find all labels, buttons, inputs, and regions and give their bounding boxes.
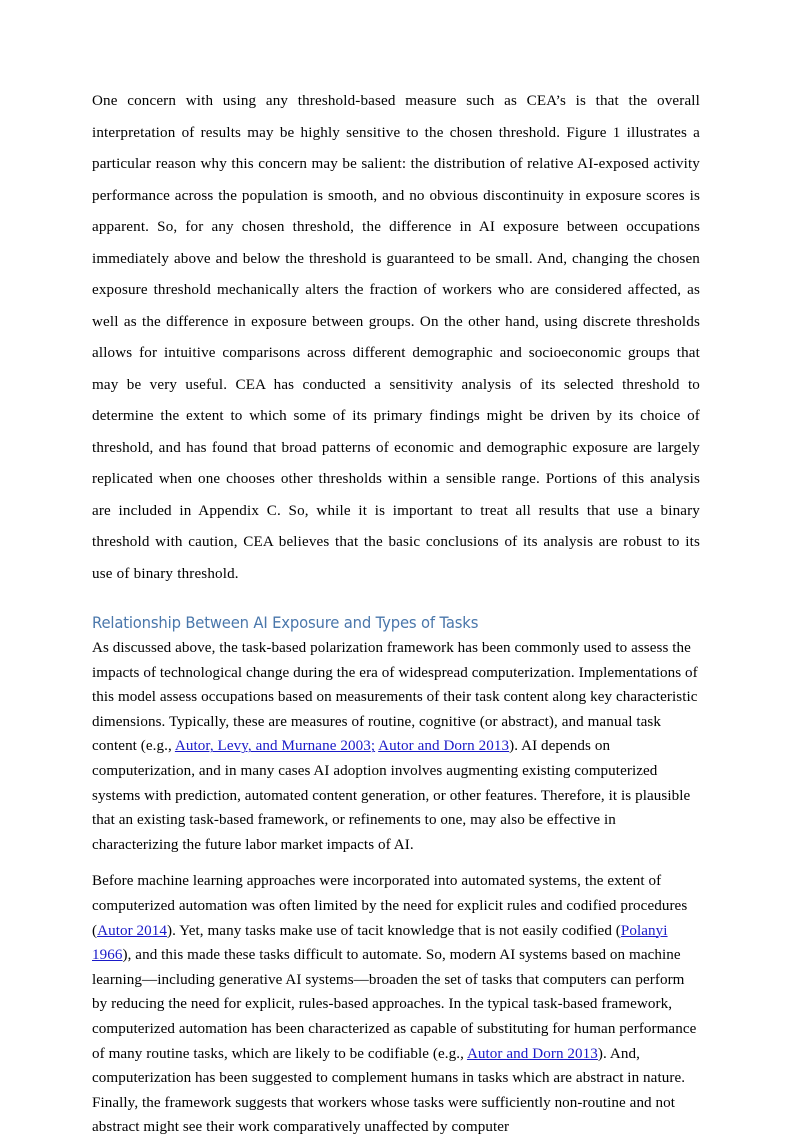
citation-link[interactable]: Polanyi 1966 [92,922,668,964]
paragraph-text-run: ). And, computerization has been suggested to complement humans in tasks which are abstract in nature. Finally, the framework suggests that workers whose tasks were sufficiently non-routine and not abstract might see their work comparatively unaffected by computer [92,1045,686,1136]
paragraph-text-run: As discussed above, the task-based polarization framework has been commonly used to assess the impacts of technological change during the era of widespread computerization. Implementations of this model assess occupations based on measurements of their task content along key characteristic dimensions. Typically, these are measures of routine, cognitive (or abstract), and manual task content (e.g., [92,640,698,755]
paragraph-threshold-discussion: One concern with using any threshold-based measure such as CEA’s is that the overall interpretation of results may be highly sensitive to the chosen threshold. Figure 1 illustrates a particular reason why this concern may be salient: the distribution of relative AI-exposed activity performance across the population is smooth, and no obvious discontinuity in exposure scores is apparent. So, for any chosen threshold, the difference in AI exposure between occupations immediately above and below the threshold is guaranteed to be small. And, changing the chosen exposure threshold mechanically alters the fraction of workers who are considered affected, as well as the difference in exposure between groups. On the other hand, using discrete thresholds allows for intuitive comparisons across different demographic and socioeconomic groups that may be very useful. CEA has conducted a sensitivity analysis of its selected threshold to determine the extent to which some of its primary findings might be driven by its choice of threshold, and has found that broad patterns of economic and demographic exposure are largely replicated when one chooses other thresholds within a sensible range. Portions of this analysis are included in Appendix C. So, while it is important to treat all results that use a binary threshold with caution, CEA believes that the basic conclusions of its analysis are robust to its use of binary threshold. [92,93,700,582]
citation-link[interactable]: ; [370,738,376,755]
paragraph-task-based-framework [92,636,700,857]
paragraph-machine-learning-tacit-knowledge [92,869,700,1140]
paragraph-text-run: ), and this made these tasks difficult to automate. So, modern AI systems based on machine learning—including generative AI systems—broaden the set of tasks that computers can perform by reducing the need for explicit, rules-based approaches. In the typical task-based framework, computerized automation has been characterized as capable of substituting for human performance of many routine tasks, which are likely to be codifiable (e.g., [92,947,697,1062]
section-heading-ai-exposure-task-types: Relationship Between AI Exposure and Types of Tasks [92,613,479,632]
citation-link[interactable]: Autor and Dorn 2013 [466,1045,598,1062]
citation-link[interactable]: Autor, Levy, and Murnane 2003 [174,738,371,755]
citation-link[interactable]: Autor and Dorn 2013 [378,738,510,755]
paragraph-text-run: Before machine learning approaches were incorporated into automated systems, the extent of computerized automation was often limited by the need for explicit rules and codified procedures ( [92,873,688,939]
paragraph-text-run: ). AI depends on computerization, and in many cases AI adoption involves augmenting existing computerized systems with prediction, automated content generation, or other features. Therefore, it is plausible that an existing task-based framework, or refinements to one, may also be effective in characterizing the future labor market impacts of AI. [92,738,691,853]
text-column [92,86,700,1140]
citation-link[interactable]: Autor 2014 [97,922,168,939]
paragraph-text-run: ). Yet, many tasks make use of tacit knowledge that is not easily codified ( [167,922,621,939]
